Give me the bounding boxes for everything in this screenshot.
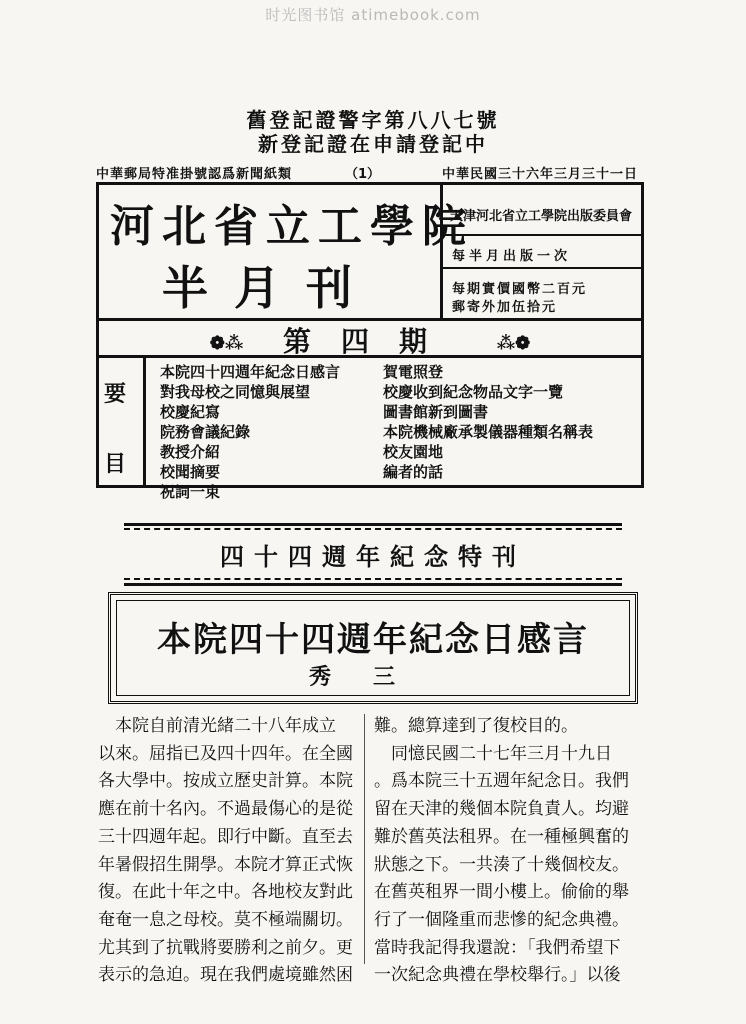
- text-line: 留在天津的幾個本院負責人。均避: [374, 799, 629, 820]
- contents-list-left: [160, 362, 340, 502]
- contents-item[interactable]: 圖書館新到圖書: [383, 403, 489, 421]
- contents-item[interactable]: 校慶收到紀念物品文字一覽: [383, 383, 564, 401]
- watermark: 时光图书馆 atimebook.com: [265, 6, 481, 24]
- text-line: 當時我記得我還說：「我們希望下: [374, 937, 621, 958]
- contents-item[interactable]: 編者的話: [383, 463, 444, 481]
- article-column-right: [374, 713, 644, 990]
- page-number: （1）: [345, 167, 381, 182]
- special-issue-heading: 四十四週年紀念特刊: [220, 543, 526, 571]
- publisher: 天津河北省立工學院出版委員會: [450, 209, 633, 224]
- postal-notice: 中華郵局特准掛號認爲新聞紙類: [96, 167, 293, 182]
- frequency: 每半月出版一次: [452, 249, 572, 264]
- issue-number: [96, 320, 644, 360]
- text-line: 難於舊英法租界。在一種極興奮的: [374, 826, 629, 847]
- article-column-left: [98, 713, 368, 990]
- issue-label: 第四期: [282, 325, 457, 358]
- masthead-title: 河北省立工學院: [110, 201, 474, 252]
- rule: [124, 528, 622, 530]
- contents-item[interactable]: 本院機械廠承製儀器種類名稱表: [383, 423, 594, 441]
- text-line: 尤其到了抗戰將要勝利之前夕。更: [98, 937, 353, 958]
- contents-list-right: [383, 362, 593, 482]
- contents-item[interactable]: 對我母校之同憶與展望: [160, 383, 311, 401]
- rule: [124, 583, 622, 586]
- text-line: 本院自前清光緒二十八年成立: [98, 716, 336, 736]
- text-line: 應在前十名內。不過最傷心的是從: [98, 799, 353, 820]
- text-line: 復。在此十年之中。各地校友對此: [98, 882, 353, 903]
- article-title: 本院四十四週年紀念日感言: [157, 620, 589, 660]
- divider: [143, 357, 146, 487]
- masthead-subtitle: 半月刊: [162, 261, 378, 315]
- contents-heading: 要: [104, 381, 127, 407]
- contents-item[interactable]: 本院四十四週年紀念日感言: [160, 363, 341, 381]
- ornament-icon: ❁⁂: [209, 333, 244, 354]
- text-line: 三十四週年起。即行中斷。直至去: [98, 826, 353, 847]
- rule: [124, 523, 622, 526]
- contents-item[interactable]: 教授介紹: [160, 443, 221, 461]
- registration-line-old: 舊登記證警字第八八七號: [246, 108, 500, 132]
- text-line: 難。總算達到了復校目的。: [374, 716, 578, 736]
- text-line: 同憶民國二十七年三月十九日: [374, 743, 612, 764]
- publication-date: 中華民國三十六年三月三十一日: [442, 167, 639, 182]
- text-line: 奄奄一息之母校。莫不極端關切。: [98, 909, 353, 930]
- text-line: 以來。屈指已及四十四年。在全國: [98, 743, 353, 764]
- article-author: 秀三: [308, 664, 437, 690]
- contents-item[interactable]: 校慶紀寫: [160, 403, 221, 421]
- text-line: 一次紀念典禮在學校舉行。」以後: [374, 965, 621, 986]
- contents-item[interactable]: 賀電照登: [383, 363, 444, 381]
- text-line: 狀態之下。一共湊了十幾個校友。: [374, 854, 629, 875]
- contents-heading: 目: [104, 451, 127, 477]
- text-line: 各大學中。按成立歷史計算。本院: [98, 771, 353, 792]
- price: 每期實價國幣二百元: [452, 282, 588, 297]
- contents-item[interactable]: 院務會議紀錄: [160, 423, 251, 441]
- postage: 郵寄外加伍拾元: [452, 300, 558, 315]
- contents-item[interactable]: 校友園地: [383, 443, 444, 461]
- text-line: 。爲本院三十五週年紀念日。我們: [374, 771, 629, 792]
- contents-item[interactable]: 祝詞一束: [160, 483, 221, 501]
- text-line: 在舊英租界一間小樓上。偷偷的舉: [374, 882, 629, 903]
- column-divider: [364, 714, 365, 964]
- text-line: 行了一個隆重而悲慘的紀念典禮。: [374, 909, 629, 930]
- rule: [124, 578, 622, 580]
- contents-item[interactable]: 校聞摘要: [160, 463, 221, 481]
- registration-line-new: 新登記證在申請登記中: [258, 132, 488, 156]
- text-line: 年暑假招生開學。本院才算正式恢: [98, 854, 353, 875]
- text-line: 表示的急迫。現在我們處境雖然困: [98, 965, 353, 986]
- divider: [442, 267, 644, 269]
- ornament-icon: ⁂❁: [496, 333, 531, 354]
